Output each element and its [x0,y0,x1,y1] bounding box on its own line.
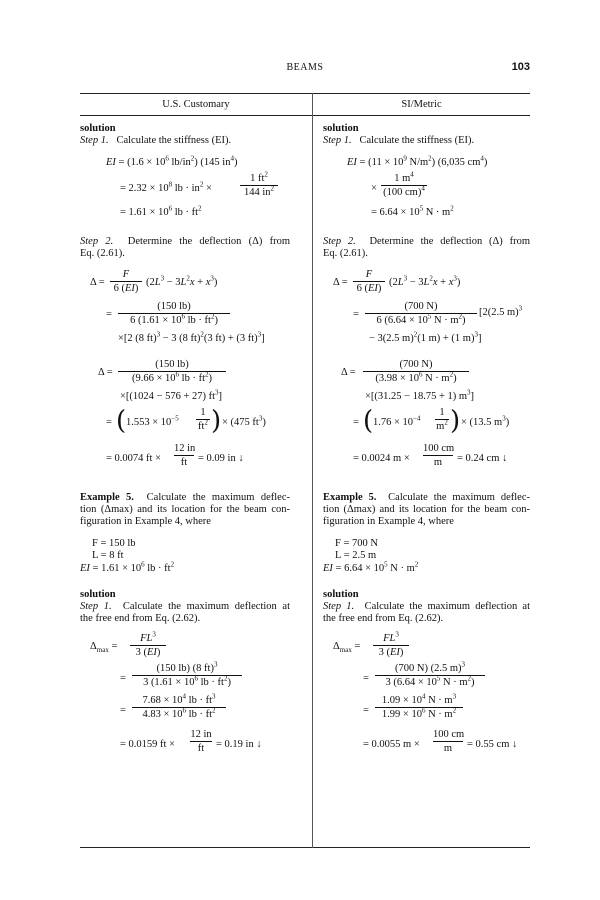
top-rule [80,93,530,94]
eq-line-1: EI = ($1.6 \times 10^6$ $lb/in^2$) (145 $in^4$) [106,154,238,168]
fraction: 12 in ft [190,729,212,754]
step-2-line: Step 2. Determine the deflection (Δ) from [80,236,291,247]
running-title: BEAMS [286,62,324,73]
eq-line-3: = $1.61 \times 10^6$ lb · $ft^2$ [120,204,202,218]
example-5-line-2: tion (Δmax) and its location for the beam con- [323,504,530,515]
step-1-line: Step 1. Calculate the stiffness (EI). [323,135,475,146]
fraction: $7.68 \times 10^4$ lb · $ft^3$ $4.83 \times 10^6$ lb · $ft^2$ [132,695,226,720]
given-EI: EI = $6.64 \times 10^5$ $N \cdot m^2$ [323,560,419,574]
example-5-line-2: tion (Δmax) and its location for the beam con- [80,504,290,515]
step-1-line-cont: the free end from Eq. (2.62). [80,613,201,624]
fraction: 1 $ft^2$ [196,407,210,432]
header-rule [80,115,530,116]
step-2-line: Step 2. Determine the deflection (Δ) from [323,236,531,247]
heading-us-customary: U.S. Customary [162,99,230,110]
given-L: L = 8 ft [92,550,124,561]
fraction: (150 lb) ($9.66 \times 10^6$ lb · $ft^2$) [118,359,226,384]
solution-heading: solution [323,589,359,600]
fraction: $1.09 \times 10^4$ $N \cdot m^3$ $1.99 \times 10^6$ $N \cdot m^2$ [375,695,463,720]
column-divider [312,93,313,848]
solution-heading: solution [323,123,359,134]
solution-heading: solution [80,123,116,134]
step-text: Calculate the stiffness (EI). [116,135,232,146]
fraction: (150 lb) 6 ($1.61 \times 10^6$ lb · $ft^2$) [118,301,230,326]
bottom-rule [80,847,530,848]
step-2-line-cont: Eq. (2.61). [323,248,368,259]
fraction: 1 $ft^2$ 144 $in^2$ [240,173,278,198]
given-F: F = 150 lb [92,538,136,549]
step-1-line: Step 1. Calculate the maximum deflection at [323,601,530,612]
solution-heading: solution [80,589,116,600]
fraction: (700 N) 6 ($6.64 \times 10^5$ $N \cdot m^2$) [365,301,477,326]
heading-si-metric: SI/Metric [401,99,442,110]
step-1-line-cont: the free end from Eq. (2.62). [323,613,444,624]
running-head [80,62,530,76]
two-column-table: U.S. Customary SI/Metric solution Step 1. Calculate the stiffness (EI). EI = ($1.6 \times 10^6$ $lb/in^2$) (145 $in^4$) = $2.32 \times 10^8$ lb · $in^2$ × 1 $ft^2$ 144 $in^2$ = $1.61 \times 10^6$ lb · $ft^2$ Step 2. Determine the deflection (Δ) from Eq. (2.61). Δ = F 6 (EI) $(2L^3 - 3L^2x + x^3)$ = (150 lb) 6 ($1.61 \times 10^6$ lb · $ft^2$) ×[2 (8 ft)$^3$ − 3 (8 ft)$^2$(3 ft) + (3 ft)$^3$] Δ = (150 lb) ($9.66 \times 10^6$ lb · $ft^2$) ×[(1024 − 576 + 27) $ft^3$] = ( $1.553 \times 10^{-5}$ 1 $ft^2$ ) × (475 $ft^3$) = 0.0074 ft × 12 in ft = 0.09 in ↓ Example 5. Calculate the maximum deflec- tion (Δmax) and its location for the beam con- figuration in Example 4, where F = 150 lb L = 8 ft EI = $1.61 \times 10^6$ lb · $ft^2$ solution Step 1. Calculate the maximum deflection at the free end from Eq. (2.62). $\Delta_{max}$ = $FL^3$ 3 (EI) = (150 lb) (8 ft)$^3$ 3 ($1.61 \times 10^6$ lb · $ft^2$) = $7.68 \times 10^4$ lb · $ft^3$ $4.83 \times 10^6$ lb · $ft^2$ = 0.0159 ft × 12 in ft = 0.19 in ↓ solution Step 1. Calculate the stiffness (EI). EI = ($11 \times 10^9$ $N/m^2$) (6,035 $cm^4$) × 1 $m^4$ (100 cm)$^4$ = $6.64 \times 10^5$ $N \cdot m^2$ Step 2. Determine the deflection (Δ) from Eq. (2.61). Δ = F 6 (EI) $(2L^3 - 3L^2x + x^3)$ = (700 N) 6 ($6.64 \times 10^5$ $N \cdot m^2$) [2(2.5 m)$^3$ − 3(2.5 m)$^2$(1 m) + (1 m)$^3$] Δ = (700 N) ($3.98 \times 10^6$ $N \cdot m^2$) ×[(31.25 − 18.75 + 1) $m^3$] = ( $1.76 \times 10^{-4}$ 1 $m^2$ ) × (13.5 $m^3$) = 0.0024 m × 100 cm m = 0.24 cm ↓ Example 5. Calculate the maximum deflec- tion (Δmax) and its location for the beam con- figuration in Example 4, where F = 700 N L = 2.5 m EI = $6.64 \times 10^5$ $N \cdot m^2$ solution Step 1. Calculate the maximum deflection at the free end from Eq. (2.62). $\Delta_{max}$ = $FL^3$ 3 (EI) = (700 N) (2.5 m)$^3$ 3 ($6.64 \times 10^5$ $N \cdot m^2$) = $1.09 \times 10^4$ $N \cdot m^3$ $1.99 \times 10^6$ $N \cdot m^2$ = 0.0055 m × 100 cm m = 0.55 cm ↓ [80,93,530,849]
fraction: $FL^3$ 3 (EI) [130,633,166,658]
fraction: 100 cm m [423,443,455,468]
fraction: (700 N) ($3.98 \times 10^6$ $N \cdot m^2$) [363,359,469,384]
page-number: 103 [511,61,530,73]
example-5-line-3: figuration in Example 4, where [80,516,211,527]
fraction: 1 $m^2$ [436,407,448,432]
step-2-line-cont: Eq. (2.61). [80,248,125,259]
given-L: L = 2.5 m [335,550,377,561]
step-1-line: Step 1. Calculate the maximum deflection at [80,601,290,612]
example-5-line-1: Example 5. Calculate the maximum deflec- [323,492,530,503]
fraction: (700 N) (2.5 m)$^3$ 3 ($6.64 \times 10^5$ $N \cdot m^2$) [375,663,485,688]
fraction: (150 lb) (8 ft)$^3$ 3 ($1.61 \times 10^6$ lb · $ft^2$) [132,663,242,688]
step-1-line [80,135,231,147]
step-label: Step 1. [80,135,109,146]
eq-line-2: = $2.32 \times 10^8$ lb · $in^2$ × [120,180,212,194]
fraction: $FL^3$ 3 (EI) [373,633,409,658]
fraction: 1 $m^4$ (100 cm)$^4$ [381,173,427,198]
given-EI: EI = $1.61 \times 10^6$ lb · $ft^2$ [80,560,175,574]
fraction: F 6 (EI) [110,269,142,294]
fraction: 12 in ft [174,443,196,468]
fraction: F 6 (EI) [353,269,385,294]
example-5-line-3: figuration in Example 4, where [323,516,454,527]
example-5-line-1: Example 5. Calculate the maximum deflec- [80,492,290,503]
fraction: 100 cm m [433,729,465,754]
given-F: F = 700 N [335,538,378,549]
